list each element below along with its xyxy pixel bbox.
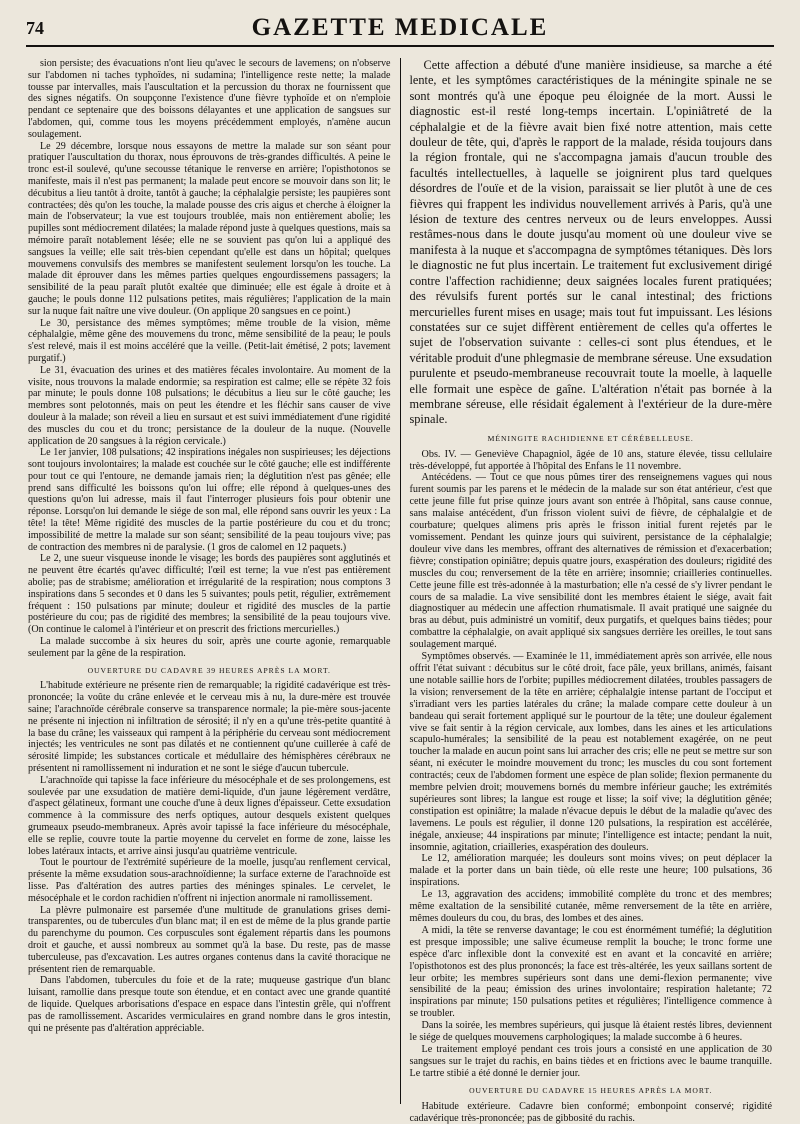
page-number: 74 (26, 18, 44, 38)
left-column (28, 58, 391, 1104)
paragraph: A midi, la tête se renverse davantage; le cou est énormément tuméfié; la déglutition est presque impossible; une salive écumeuse remplit la bouche; le tronc forme une espèce d'arc inflexible dont la convexité est en avant et la concavité en arrière; l'opisthotonos est des plus prononcés; la face est très-altérée, les yeux saillans sortent de leur orbite; les membres supérieurs sont dans une demi-flexion permanente; vive sensibilité de la peau; émission des urines involontaire; respiration haletante; 72 inspirations par minute; 150 pulsations petites et régulières; l'intelligence commence à se troubler. (409, 924, 772, 1020)
paragraph: La malade succombe à six heures du soir, après une courte agonie, remarquable seulement par la gêne de la respiration. (28, 636, 391, 659)
paragraph: Le 13, aggravation des accidens; immobilité complète du tronc et des membres; même exaltation de la sensibilité cutanée, même renversement de la tête en arrière, mêmes douleurs du cou, du bras, des lombes et des aines. (409, 889, 772, 924)
paragraph: Symptômes observés. — Examinée le 11, immédiatement après son arrivée, elle nous offrit l'état suivant : décubitus sur le côté droit, face pâle, yeux brillans, animés, faisant une notable saillie hors de l'orbite; pupilles médiocrement dilatées, troubles passagers de la vision; renversement de la tête en arrière; céphalalgie intense partant de l'occiput et s'irradiant vers les parties latérales du crâne; la malade compare cette douleur à un bandeau qui serait fortement appliqué sur le pourtour de la tête; une douleur également vive se fait sentir à la région cervicale, aux lombes, dans les aines et les articulations scapulo-humérales; la sensibilité de la peau est notablement exagérée, on ne peut toucher la malade en aucun point sans lui arracher des cris; elle ne peut se mettre sur son séant, ni exécuter le moindre mouvement du tronc; les muscles du cou sont fortement contractés; ceux de l'abdomen forment une espèce de plan solide; flexion permanente du membre pelvien droit; mouvemens bornés du membre inférieur gauche; les extrémités supérieures sont libres; la langue est rouge et lisse; la soif vive; la déglutition gênée; constipation est opiniâtre; la malade n'évacue depuis le début de la maladie qu'avec des lavemens. Le pouls est régulier, il donne 120 pulsations, la respiration est accélérée, inégale, anxieuse; 44 inspirations par minute; l'intelligence est intacte; pendant la nuit, insomnie, agitation, criailleries, exaspération des douleurs. (409, 651, 772, 853)
paragraph: Le 2, une sueur visqueuse inonde le visage; les bords des paupières sont agglutinés et ne peuvent être écartés qu'avec difficulté; l'œil est terne; la vue n'est pas entièrement abolie; pas de strabisme; amélioration et irrégularité de la respiration; nous comptons 3 inspirations dans 5 secondes et 0 dans les 5 suivantes; pouls petit, régulier, extrêmement fréquent : 150 pulsations par minute; douleur et rigidité des muscles de la partie postérieure du cou; pas de rigidité des membres; la sensibilité de la peau toujours vive. (On continue le calomel à l'intérieur et on prescrit des frictions mercurielles.) (28, 553, 391, 636)
section-heading: MÉNINGITE RACHIDIENNE ET CÉRÉBELLEUSE. (487, 433, 694, 443)
paragraph: Tout le pourtour de l'extrémité supérieure de la moelle, jusqu'au renflement cervical, présente la même exsudation sous-arachnoïdienne; la surface externe de l'arachnoïde est lisse. Pas d'altération des autres parties des méninges spinales. Le cervelet, le mésocéphale et le cordon rachidien n'offrent ni injection anormale ni ramollissement. (28, 857, 391, 904)
column-divider (400, 58, 401, 1104)
paragraph: Le 30, persistance des mêmes symptômes; même trouble de la vision, même céphalalgie, même gêne des mouvemens du tronc, même sensibilité de la peau; le pouls s'est relevé, mais il est moins accéléré que la veille. (Petit-lait émétisé, 2 pots; lavement purgatif.) (28, 317, 391, 364)
article-columns (28, 58, 772, 1124)
section-heading: OUVERTURE DU CADAVRE 39 HEURES APRÈS LA MORT. (87, 665, 331, 675)
journal-title: GAZETTE MEDICALE (251, 14, 549, 41)
paragraph: Le 31, évacuation des urines et des matières fécales involontaire. Au moment de la visite, nous trouvons la malade endormie; sa respiration est calme; elle se répète 32 fois par minute; le pouls donne 108 pulsations; le décubitus a lieu sur le côté gauche; les membres sont pelotonnés, mais on peut les étendre et les fléchir sans causer de vive douleur à la malade; son réveil a lieu en sursaut et est suivi immédiatement d'une rigidité des muscles du cou et du tronc; persistance de la douleur de la nuque. (Nouvelle application de 20 sangsues à la région cervicale.) (28, 364, 391, 447)
paragraph: Le 29 décembre, lorsque nous essayons de mettre la malade sur son séant pour pratiquer l'auscultation du thorax, nous éprouvons de très-grandes difficultés. A peine le tronc est-il soulevé, qu'une secousse tétanique le renverse en arrière; l'opisthotonos se manifeste, mais il n'est pas permanent; la malade peut encore se mouvoir dans son lit; le décubitus a lieu tantôt à droite, tantôt à gauche; la céphalalgie persiste; les paupières sont contractées; dès qu'on les touche, la malade pousse des cris aigus et cherche à éloigner la main de l'observateur; la vue est toujours troublée, mais non entièrement abolie; les pupilles sont médiocrement dilatées; la malade répond juste à quelques questions, mais sa mémoire paraît notablement lésée; elle ne se souvient pas qu'on lui a appliqué des sangsues la veille; elle sait très-bien cependant qu'elle est dans un hôpital; quelques mouvemens convulsifs des membres se manifestent seulement lorsqu'on les touche. La malade dit éprouver dans les mêmes parties quelques engourdissemens passagers; la sensibilité de la peau paraît plutôt exaltée que diminuée; elle est égale à droite et à gauche; le pouls donne 112 pulsations petites, mais régulières; l'application de la main sur la nuque fait naître une vive douleur. (On applique 20 sangsues en ce point.) (28, 140, 391, 317)
paragraph: L'arachnoïde qui tapisse la face inférieure du mésocéphale et de ses prolongemens, est soulevée par une exsudation de matière demi-liquide, d'un jaune légèrement verdâtre, d'aspect gélatineux, formant une couche d'une à deux lignes d'épaisseur. Cette exsudation commence à la commissure des nerfs optiques, autour desquels existent quelques grumeaux pseudo-membraneux. Après avoir tapissé la face inférieure du mésocéphale, elle se replie, couvre toute la partie moyenne du cervelet en forme de zone, laisse les lobes latéraux intacts, et arrive ainsi jusqu'au quatrième ventricule. (28, 774, 391, 857)
page-header (26, 12, 774, 42)
paragraph: Le traitement employé pendant ces trois jours a consisté en une application de 30 sangsues sur le trajet du rachis, en bains tièdes et en frictions avec le baume tranquille. Le tartre stibié a été donné le dernier jour. (409, 1043, 772, 1079)
large-print-block (410, 58, 773, 428)
paragraph: Habitude extérieure. Cadavre bien conformé; embonpoint conservé; rigidité cadavérique très-prononcée; pas de gibbosité du rachis. (409, 1100, 772, 1124)
paragraph: La plèvre pulmonaire est parsemée d'une multitude de granulations grises demi-transparentes, ou de tubercules d'un blanc mat; il en est de même de la plus grande partie du parenchyme du poumon. Ces corpuscules sont également répartis dans les poumons droit et gauche, et aussi nombreux au sommet qu'à la base. Du reste, pas de masse tuberculeuse, pas d'excavation. Les autres organes contenus dans la cavité thoracique ne présentent rien de remarquable. (28, 904, 391, 975)
header-rule (26, 45, 774, 47)
paragraph: sion persiste; des évacuations n'ont lieu qu'avec le secours de lavemens; on n'observe sur l'abdomen ni taches typhoïdes, ni sudamina; l'intelligence reste nette; la malade tousse par intervalles, mais l'auscultation et la percussion du thorax ne fournissent que des signes négatifs. On soupçonne l'existence d'une fièvre typhoïde et on n'emploie pendant ce septenaire que des boissons délayantes et une application de sangsues sur l'abdomen, qui, comme tous les moyens précédemment employés, n'amène aucun soulagement. (28, 58, 391, 140)
section-heading: OUVERTURE DU CADAVRE 15 HEURES APRÈS LA MORT. (469, 1085, 713, 1095)
paragraph: Dans la soirée, les membres supérieurs, qui jusque là étaient restés libres, deviennent le siége de quelques mouvemens carphologiques; la malade succombe à 6 heures. (409, 1020, 772, 1044)
paragraph: Le 12, amélioration marquée; les douleurs sont moins vives; on peut déplacer la malade et la porter dans un bain tiède, où elle reste une heure; 100 pulsations, 36 inspirations. (409, 853, 772, 889)
paragraph: Cette affection a débuté d'une manière insidieuse, sa marche a été lente, et les symptômes caractéristiques de la méningite spinale ne se sont montrés qu'à une époque peu éloignée de la mort. Aussi le diagnostic est-il resté long-temps incertain. L'opiniâtreté de la céphalalgie et de la fièvre avait bien fixé notre attention, mais cette douleur de tête, qui, d'après le rapport de la malade, résida toujours dans la région frontale, qui ne s'accompagna jamais d'aucun trouble des facultés intellectuelles, à laquelle se joignirent plus tard quelques désordres de l'ouïe et de la vision, paraissait se lier plutôt à une de ces fièvres qui frappent les individus nouvellement arrivés à Paris, qu'à une lésion de texture des centres nerveux ou de leurs enveloppes. Aussi restâmes-nous dans le doute jusqu'au moment où une douleur vive se manifesta à la nuque et s'accompagna de symptômes tétaniques. Dès lors le diagnostic ne fut plus incertain. Le traitement fut exclusivement dirigé contre l'affection rachidienne; deux saignées locales furent pratiquées; des révulsifs furent portés sur le canal intestinal; des frictions mercurielles furent mises en usage; mais tout fut impuissant. Les lésions constatées sur ce sujet diffèrent entièrement de celles qu'a offertes le sujet de l'observation suivante : celles-ci sont plus étendues, et le véritable produit d'une phlegmasie de membrane séreuse. Une exsudation purulente et pseudo-membraneuse recouvrait toute la moelle, à laquelle elle formait une espèce de gaîne. L'altération n'était pas bornée à la membrane séreuse, elle résidait également à l'extérieur de la dure-mère spinale. (409, 58, 772, 427)
paragraph: Obs. IV. — Geneviève Chapagniol, âgée de 10 ans, stature élevée, tissu cellulaire très-développé, fut apportée à l'hôpital des Enfans le 11 novembre. (409, 448, 772, 472)
paragraph: Le 1er janvier, 108 pulsations; 42 inspirations inégales non suspirieuses; les déjections sont toujours involontaires; la malade est couchée sur le côté gauche; elle est indifférente pour tout ce qui l'entoure, ne demande jamais rien; la déglutition n'est pas gênée; elle prend sans difficulté les boissons qu'on lui offre; elle répond à quelques-unes des questions qu'on lui adresse, mais il faut l'interroger plusieurs fois pour obtenir une réponse. Lorsqu'on lui demande le siége de son mal, elle répond sans ouvrir les yeux : La tête! la tête! Même rigidité des muscles de la partie postérieure du cou et du tronc; impossibilité de mettre la malade sur son séant; sensibilité de la peau toujours vive; pas de contraction des membres ni de paralysie. (1 gros de calomel en 12 paquets.) (28, 447, 391, 553)
paragraph: Antécédens. — Tout ce que nous pûmes tirer des renseignemens vagues qui nous furent soumis par les parens et le médecin de la malade sur son état antérieur, c'est que cette jeune fille fut prise quinze jours avant son entrée à l'hôpital, sans cause connue, sans malaise antécédent, d'un frisson violent suivi de fièvre, de céphalalgie et de courbature; quelques alimens pris après le frisson initial furent rejetés par le vomissement. Pendant les quinze jours qui suivirent, persistance de la céphalalgie; douleur vive dans les membres, offrant des alternatives de rémission et d'exacerbation; fièvre; constipation opiniâtre; depuis quatre jours, exaspération des douleurs; rigidité des muscles du cou; renversement de la tête en arrière; insomnie; criailleries continuelles. Cette jeune fille est très-adonnée à la masturbation; elle n'a cessé de s'y livrer pendant le cours de sa maladie. La vive sensibilité dont les membres étaient le siége, avait fait diagnostiquer au médecin une affection rhumatismale. Il avait pratiqué une saignée du bras au début, puis administré un vomitif, deux purgatifs, et quelques bains tièdes; pour combattre la céphalalgie, on avait appliqué six sangsues derrière les oreilles, le tout sans soulagement marqué. (409, 472, 772, 651)
paragraph: Dans l'abdomen, tubercules du foie et de la rate; muqueuse gastrique d'un blanc luisant, ramollie dans presque toute son étendue, et en contact avec une grande quantité de liquide. Quelques arborisations d'espace en espace dans l'intestin grêle, qui n'offrent pas de ramollissement. Ascarides vermiculaires en grand nombre dans le gros intestin, qui ne présente pas d'altération appréciable. (28, 975, 391, 1034)
right-column (409, 58, 773, 1124)
paragraph: L'habitude extérieure ne présente rien de remarquable; la rigidité cadavérique est très-prononcée; la voûte du crâne enlevée et le cerveau mis à nu, la dure-mère est trouvée saine; l'arachnoïde cérébrale conserve sa transparence normale; la pie-mère sous-jacente ne présente ni injection ni infiltration de sérosité; il n'y en a qu'une très-petite quantité à la base du crâne; les vaisseaux qui rampent à la périphérie du cerveau sont médiocrement injectés; les ventricules ne sont pas dilatés et ne contiennent qu'une cuillerée à café de sérosité limpide; les substances corticale et médullaire des hémisphères cérébraux ne présentent ni ramollissement ni induration et ne sont le siége d'aucun tubercule. (28, 680, 391, 775)
